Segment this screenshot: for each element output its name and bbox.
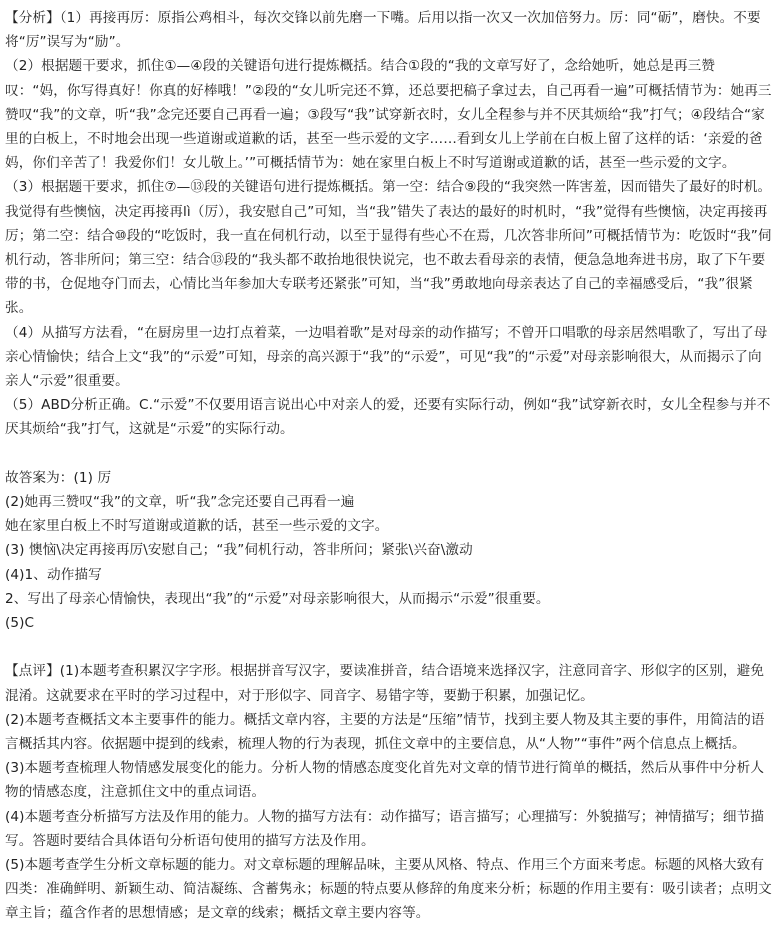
analysis-section — [5, 6, 774, 442]
analysis-paragraph-1: 【分析】（1）再接再厉：原指公鸡相斗，每次交锋以前先磨一下嘴。后用以指一次又一次加倍努力。厉：同“砺”，磨快。不要将“厉”误写为“励”。 — [5, 10, 761, 51]
answer-line-2: (2)她再三赞叹“我”的文章，听“我”念完还要自己再看一遍 — [5, 494, 355, 511]
spacer — [5, 442, 774, 466]
analysis-paragraph-4: （4）从描写方法看，“在厨房里一边打点着菜，一边唱着歌”是对母亲的动作描写；不曾开口唱歌的母亲居然唱歌了，写出了母亲心情愉快；结合上文“我”的“示爱”可知，母亲的高兴源于“我”的“示爱”，可见“我”的“示爱”对母亲影响很大，从而揭示了向亲人“示爱”很重要。 — [5, 324, 768, 390]
analysis-paragraph-2: （2）根据题干要求，抓住①—④段的关键语句进行提炼概括。结合①段的“我的文章写好了，念给她听，她总是再三赞叹：“妈，你写得真好！你真的好棒哦！”②段的“女儿听完还不算，还总要把稿子拿过去，自己再看一遍”可概括情节为：她再三赞叹“我”的文章，听“我”念完还要自己再看一遍；③段写“我”试穿新衣时，女儿全程参与并不厌其烦给“我”打气；④段结合“家里的白板上，不时地会出现一些道谢或道歉的话，甚至一些示爱的文字……看到女儿上学前在白板上留了这样的话：‘亲爱的爸妈，你们辛苦了！我爱你们！女儿敬上。’”可概括情节为：她在家里白板上不时写道谢或道歉的话，甚至一些示爱的文字。 — [5, 58, 772, 172]
answer-line-6: 2、写出了母亲心情愉快，表现出“我”的“示爱”对母亲影响很大，从而揭示“示爱”很重要。 — [5, 590, 550, 607]
comment-paragraph-5: (5)本题考查学生分析文章标题的能力。对文章标题的理解品味，主要从风格、特点、作用三个方面来考虑。标题的风格大致有四类：准确鲜明、新颖生动、简洁凝练、含蓄隽永；标题的特点要从修辞的角度来分析；标题的作用主要有：吸引读者；点明文章主旨；蕴含作者的思想情感；是文章的线索；概括文章主要内容等。 — [5, 857, 772, 922]
answer-line-1: 故答案为：(1) 厉 — [5, 469, 112, 486]
answer-line-7: (5)C — [5, 615, 35, 632]
comments-section — [5, 659, 774, 925]
comment-paragraph-2: (2)本题考查概括文本主要事件的能力。概括文章内容，主要的方法是“压缩”情节，找到主要人物及其主要的事件，用简洁的语言概括其内容。依据题中提到的线索，梳理人物的行为表现，抓住文章中的主要信息，从“人物”“事件”两个信息点上概括。 — [5, 711, 765, 753]
answer-line-3: 她在家里白板上不时写道谢或道歉的话，甚至一些示爱的文字。 — [5, 518, 389, 535]
spacer — [5, 635, 774, 659]
comment-paragraph-1: 【点评】(1)本题考查积累汉字字形。根据拼音写汉字，要读准拼音，结合语境来选择汉字，注意同音字、形似字的区别，避免混淆。这就要求在平时的学习过程中，对于形似字、同音字、易错字等，要勤于积累，加强记忆。 — [5, 663, 765, 704]
comment-paragraph-4: (4)本题考查分析描写方法及作用的能力。人物的描写方法有：动作描写；语言描写；心理描写：外貌描写；神情描写；细节描写。答题时要结合具体语句分析语句使用的描写方法及作用。 — [5, 808, 765, 849]
answers-section — [5, 466, 774, 635]
comment-paragraph-3: (3)本题考查梳理人物情感发展变化的能力。分析人物的情感态度变化首先对文章的情节进行简单的概括，然后从事件中分析人物的情感态度，注意抓住文中的重点词语。 — [5, 760, 765, 801]
answer-line-4: (3) 懊恼\决定再接再厉\安慰自己；“我”伺机行动，答非所问；紧张\兴奋\激动 — [5, 542, 473, 559]
analysis-paragraph-3: （3）根据题干要求，抓住⑦—⑬段的关键语句进行提炼概括。第一空：结合⑨段的“我突然一阵害羞，因而错失了最好的时机。我觉得有些懊恼，决定再接再lì（厉），我安慰自己”可知，当“我”错失了表达的最好的时机时，“我”觉得有些懊恼，决定再接再厉；第二空：结合⑩段的“吃饭时，我一直在伺机行动，以至于显得有些心不在焉，几次答非所问”可概括情节为：吃饭时“我”伺机行动，答非所问；第三空：结合⑬段的“我头都不敢抬地很快说完，也不敢去看母亲的表情，便急急地奔进书房，取了下午要带的书，仓促地夺门而去，心情比当年参加大专联考还紧张”可知，当“我”勇敢地向母亲表达了自己的幸福感受后，“我”很紧张。 — [5, 179, 772, 317]
answer-line-5: (4)1、动作描写 — [5, 566, 102, 583]
analysis-paragraph-5: （5）ABD分析正确。C.“示爱”不仅要用语言说出心中对亲人的爱，还要有实际行动，例如“我”试穿新衣时，女儿全程参与并不厌其烦给“我”打气，这就是“示爱”的实际行动。 — [5, 397, 771, 438]
